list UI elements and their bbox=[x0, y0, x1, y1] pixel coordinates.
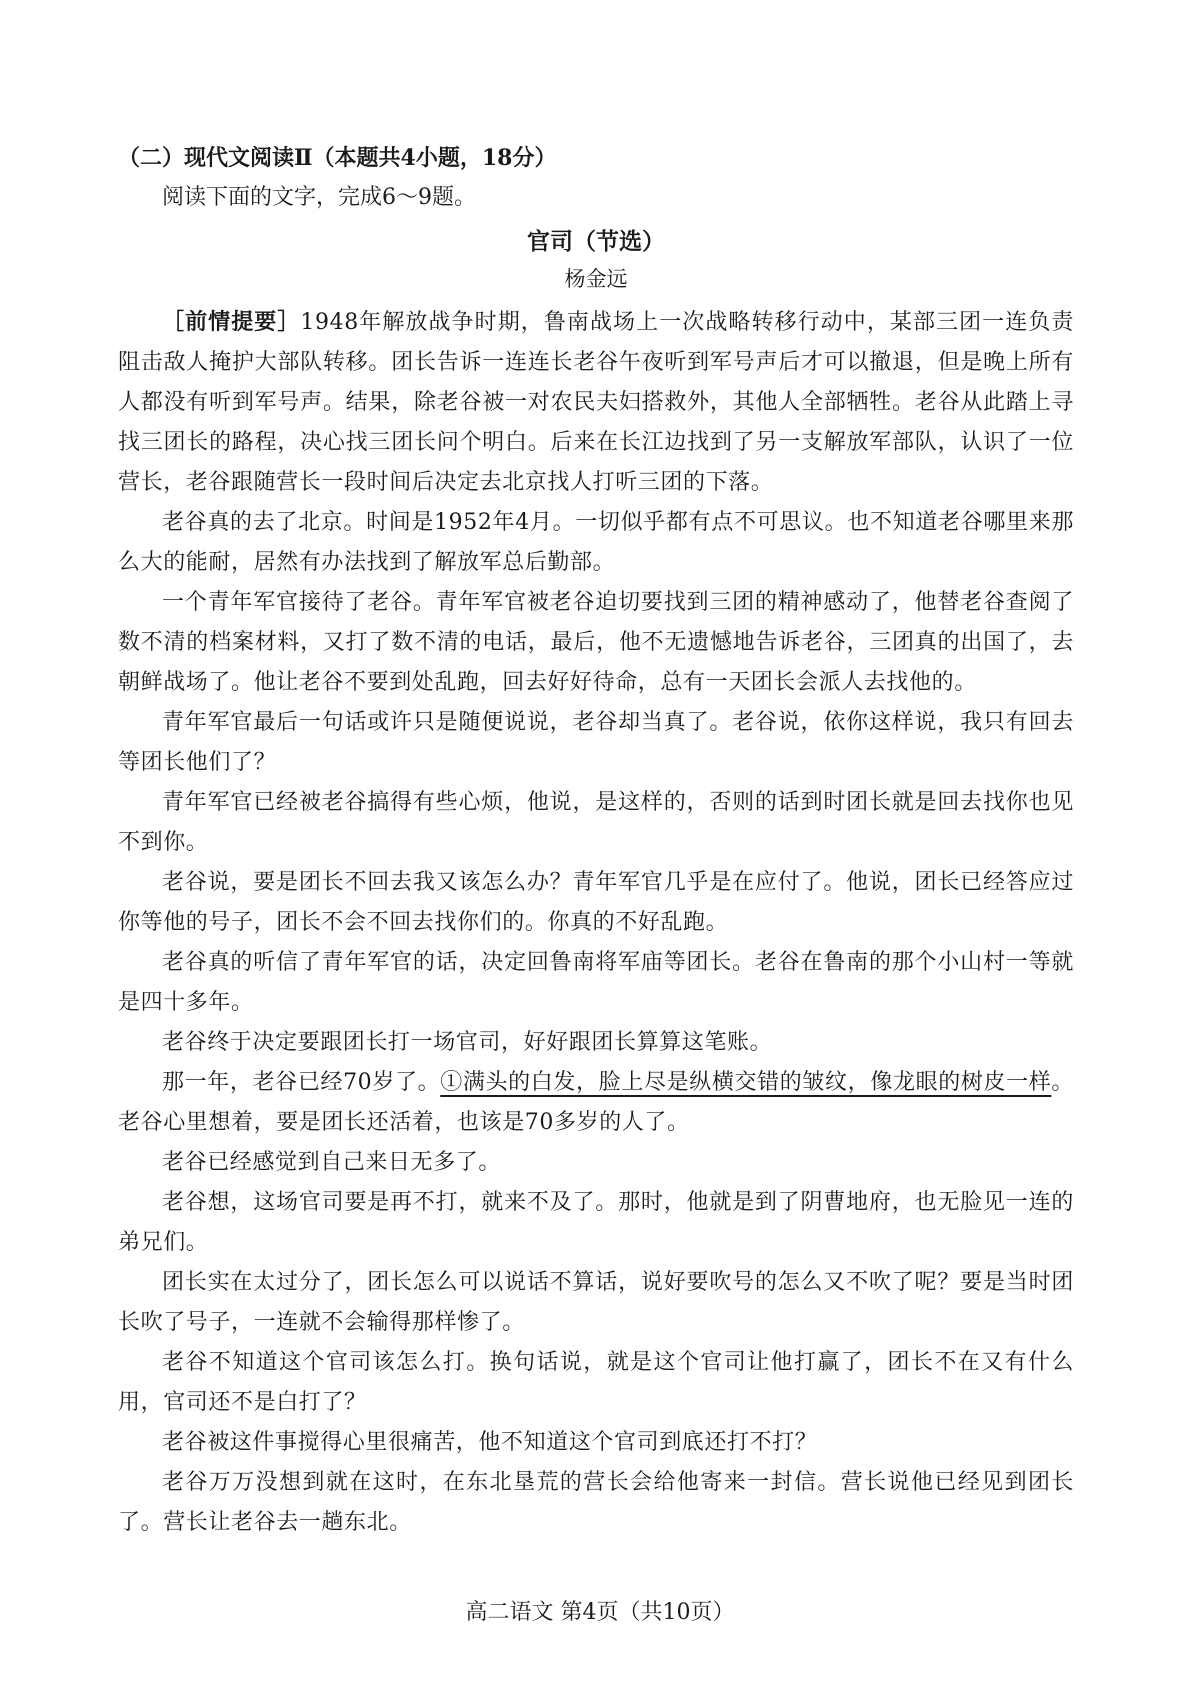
underlined-sentence-1: ①满头的白发，脸上尽是纵横交错的皱纹，像龙眼的树皮一样 bbox=[440, 1070, 1052, 1095]
article-paragraph: 老谷说，要是团长不回去我又该怎么办？青年军官几乎是在应付了。他说，团长已经答应过你等他的号子，团长不会不回去找你们的。你真的不好乱跑。 bbox=[118, 870, 1074, 935]
page-footer: 高二语文 第4页（共10页） bbox=[465, 1600, 735, 1625]
article-paragraph: 青年军官已经被老谷搞得有些心烦，他说，是这样的，否则的话到时团长就是回去找你也见不到你。 bbox=[118, 790, 1074, 855]
article-paragraph: 老谷真的去了北京。时间是1952年4月。一切似乎都有点不可思议。也不知道老谷哪里来那么大的能耐，居然有办法找到了解放军总后勤部。 bbox=[118, 510, 1074, 575]
preface-paragraph bbox=[118, 302, 1074, 503]
article-author: 杨金远 bbox=[564, 267, 628, 291]
article-paragraph: 老谷想，这场官司要是再不打，就来不及了。那时，他就是到了阴曹地府，也无脸见一连的弟兄们。 bbox=[118, 1190, 1074, 1255]
page-content bbox=[118, 140, 1074, 1543]
article-paragraph: 团长实在太过分了，团长怎么可以说话不算话，说好要吹号的怎么又不吹了呢？要是当时团长吹了号子，一连就不会输得那样惨了。 bbox=[118, 1270, 1074, 1335]
article-paragraph: 老谷已经感觉到自己来日无多了。 bbox=[162, 1150, 502, 1175]
article-paragraph: 一个青年军官接待了老谷。青年军官被老谷迫切要找到三团的精神感动了，他替老谷查阅了数不清的档案材料，又打了数不清的电话，最后，他不无遗憾地告诉老谷，三团真的出国了，去朝鲜战场了。他让老谷不要到处乱跑，回去好好待命，总有一天团长会派人去找他的。 bbox=[118, 590, 1074, 695]
article-paragraph: 老谷万万没想到就在这时，在东北垦荒的营长会给他寄来一封信。营长说他已经见到团长了。营长让老谷去一趟东北。 bbox=[118, 1470, 1074, 1535]
section-heading: （二）现代文阅读Ⅱ（本题共4小题，18分） bbox=[118, 145, 557, 171]
preface-label: ［前情提要］ bbox=[162, 309, 301, 335]
preface-text: 1948年解放战争时期，鲁南战场上一次战略转移行动中，某部三团一连负责阻击敌人掩护大部队转移。团长告诉一连连长老谷午夜听到军号声后才可以撤退，但是晚上所有人都没有听到军号声。结果，除老谷被一对农民夫妇搭救外，其他人全部牺牲。老谷从此踏上寻找三团长的路程，决心找三团长问个明白。后来在长江边找到了另一支解放军部队，认识了一位营长，老谷跟随营长一段时间后决定去北京找人打听三团的下落。 bbox=[118, 310, 1074, 495]
article-paragraph: 老谷被这件事搅得心里很痛苦，他不知道这个官司到底还打不打？ bbox=[162, 1430, 818, 1455]
article-paragraph: 老谷真的听信了青年军官的话，决定回鲁南将军庙等团长。老谷在鲁南的那个小山村一等就是四十多年。 bbox=[118, 950, 1074, 1015]
article-paragraph: 老谷不知道这个官司该怎么打。换句话说，就是这个官司让他打赢了，团长不在又有什么用，官司还不是白打了？ bbox=[118, 1350, 1074, 1415]
para70-before: 那一年，老谷已经70岁了。 bbox=[162, 1070, 441, 1095]
article-paragraph: 老谷终于决定要跟团长打一场官司，好好跟团长算算这笔账。 bbox=[162, 1030, 773, 1055]
reading-instruction: 阅读下面的文字，完成6～9题。 bbox=[162, 185, 476, 210]
article-paragraph: 青年军官最后一句话或许只是随便说说，老谷却当真了。老谷说，依你这样说，我只有回去等团长他们了？ bbox=[118, 710, 1074, 775]
article-title: 官司（节选） bbox=[527, 228, 665, 255]
article-paragraph-age-70 bbox=[118, 1063, 1074, 1143]
para70-after: 。老谷心里想着，要是团长还活着，也该是70多岁的人了。 bbox=[118, 1070, 1075, 1135]
